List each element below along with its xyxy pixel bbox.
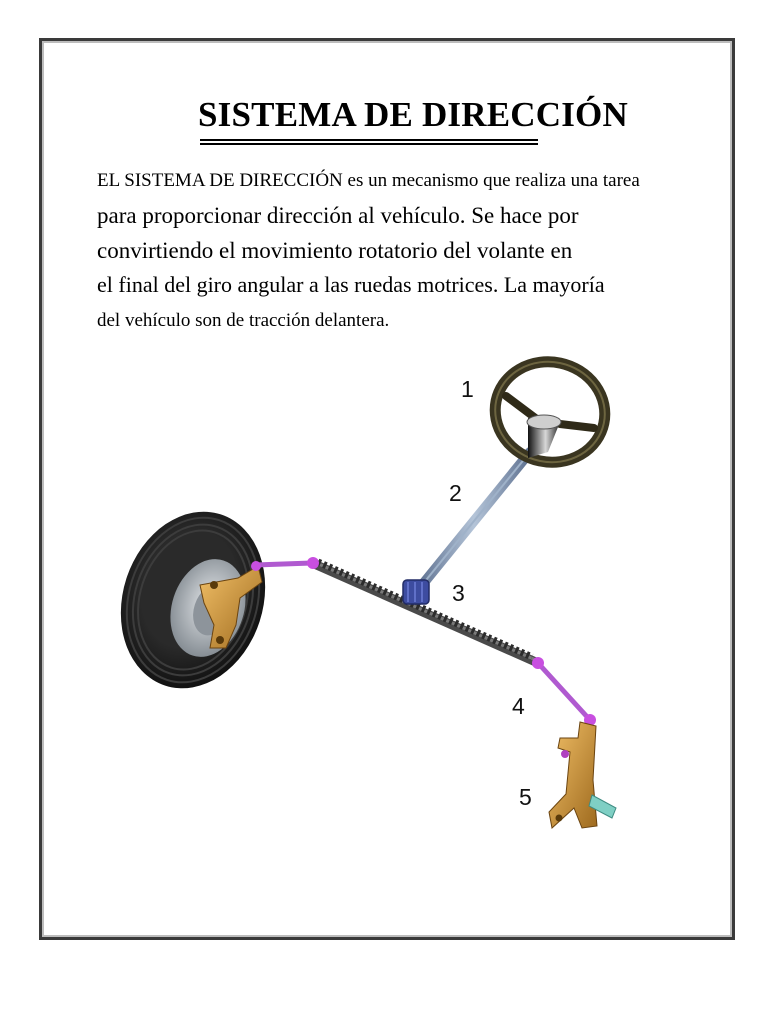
paragraph-line-2: para proporcionar dirección al vehículo. Se hace por (97, 203, 579, 228)
label-2: 2 (449, 480, 462, 506)
label-5: 5 (519, 784, 532, 810)
paragraph-line-1: EL SISTEMA DE DIRECCIÓN es un mecanismo que realiza una tarea (97, 170, 640, 191)
label-4: 4 (512, 693, 525, 719)
paragraph-line-3: convirtiendo el movimiento rotatorio del volante en (97, 238, 573, 263)
steering-wheel (486, 352, 614, 473)
right-tie-rod (532, 657, 596, 726)
paragraph-line-5: del vehículo son de tracción delantera. (97, 310, 390, 331)
pinion-gear (403, 580, 429, 604)
steering-column (418, 452, 530, 590)
page-title: SISTEMA DE DIRECCIÓN (198, 95, 628, 134)
right-steering-knuckle (549, 722, 616, 828)
label-3: 3 (452, 580, 465, 606)
front-left-wheel (99, 493, 288, 707)
paragraph-line-4: el final del giro angular a las ruedas motrices. La mayoría (97, 272, 605, 297)
label-1: 1 (461, 376, 474, 402)
